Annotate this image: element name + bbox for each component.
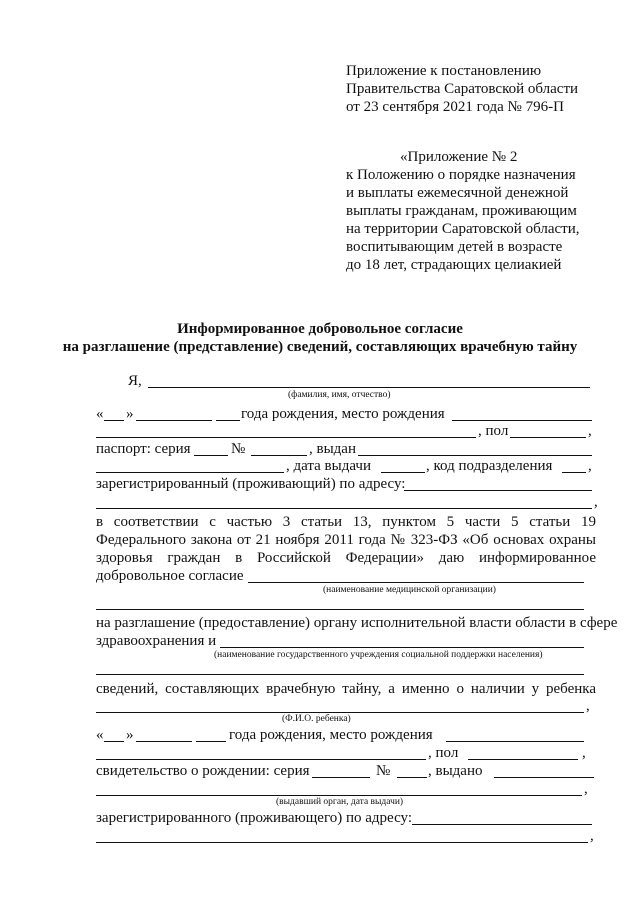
quote-close: » [126,727,134,743]
passport-issuer-continuation-field[interactable] [96,472,284,473]
comma: , [586,698,590,714]
birth-cert-issuer-field[interactable] [494,777,594,778]
regulation-header-line: воспитывающим детей в возрасте [346,239,563,255]
social-institution-continuation-field[interactable] [96,674,584,675]
regulation-header-line: до 18 лет, страдающих целиакией [346,257,562,273]
address-continuation-field[interactable] [96,508,592,509]
passport-number-field[interactable] [251,455,307,456]
issue-date-field[interactable] [381,472,425,473]
child-address-label: зарегистрированного (проживающего) по адресу: [96,810,413,826]
child-birth-month-field[interactable] [136,741,192,742]
regulation-header-line: выплаты гражданам, проживающим [346,203,577,219]
dept-code-label: , код подразделения [426,458,553,474]
document-title: Информированное добровольное согласие [177,321,463,337]
child-address-continuation-field[interactable] [96,842,588,843]
sex-field[interactable] [510,437,586,438]
dept-code-field[interactable] [562,472,586,473]
passport-issuer-field[interactable] [358,455,592,456]
child-name-field[interactable] [96,712,584,713]
comma: , [588,423,592,439]
birth-cert-issuer-continuation-field[interactable] [96,795,582,796]
child-birth-place-field[interactable] [446,741,584,742]
child-name-caption: (Ф.И.О. ребенка) [282,714,351,724]
info-line: сведений, составляющих врачебную тайну, а именно о наличии у ребенка [96,681,596,697]
birth-cert-series-field[interactable] [312,777,370,778]
registered-address-label: зарегистрированный (проживающий) по адресу: [96,476,406,492]
regulation-header-line: «Приложение № 2 [400,149,518,165]
birth-year-field[interactable] [216,420,240,421]
regulation-header-line: на территории Саратовской области, [346,221,580,237]
medical-org-field[interactable] [248,582,584,583]
law-paragraph-line: в соответствии с частью 3 статьи 13, пунктом 5 части 5 статьи 19 [96,514,596,530]
social-institution-field[interactable] [220,647,584,648]
medical-org-caption: (наименование медицинской организации) [323,585,496,595]
comma: , [594,494,598,510]
number-sign: № [231,441,246,457]
passport-series-label: паспорт: серия [96,441,191,457]
quote-close: » [126,406,134,422]
child-birth-day-field[interactable] [104,741,124,742]
issued-by-label: , выдан [309,441,356,457]
regulation-header-line: и выплаты ежемесячной денежной [346,185,569,201]
fio-caption: (фамилия, имя, отчество) [288,390,391,400]
comma: , [588,458,592,474]
child-sex-field[interactable] [468,759,578,760]
birth-place-continuation-field[interactable] [96,437,476,438]
child-birth-year-field[interactable] [196,741,226,742]
child-birth-year-text: года рождения, место рождения [229,727,433,743]
birth-cert-number-field[interactable] [397,777,427,778]
appendix-header-line: Правительства Саратовской области [346,81,579,97]
comma: , [590,828,594,844]
quote-open: « [96,406,104,422]
issued-short-label: , выдано [428,763,483,779]
document-subtitle: на разглашение (представление) сведений, составляющих врачебную тайну [62,339,578,355]
child-address-field[interactable] [412,824,592,825]
regulation-header-line: к Положению о порядке назначения [346,167,576,183]
address-field[interactable] [404,490,592,491]
sex-label: , пол [478,423,509,439]
disclosure-line: здравоохранения и [96,633,217,649]
comma: , [582,745,586,761]
i-label: Я, [128,373,142,389]
comma: , [584,781,588,797]
birth-month-field[interactable] [136,420,212,421]
law-paragraph-line: здоровья граждан в Российской Федерации» даю информированное [96,550,596,566]
issuer-caption: (выдавший орган, дата выдачи) [276,797,404,807]
social-institution-caption: (наименование государственного учреждения социальной поддержки населения) [214,650,543,660]
birth-day-field[interactable] [104,420,124,421]
number-sign: № [376,763,391,779]
appendix-header-line: от 23 сентября 2021 года № 796-П [346,99,564,115]
birth-year-text: года рождения, место рождения [241,406,445,422]
fio-field[interactable] [148,387,590,388]
medical-org-continuation-field[interactable] [96,609,584,610]
birth-place-field[interactable] [452,420,592,421]
birth-cert-label: свидетельство о рождении: серия [96,763,310,779]
quote-open: « [96,727,104,743]
child-sex-label: , пол [428,745,459,761]
child-birth-place-continuation-field[interactable] [96,759,426,760]
appendix-header-line: Приложение к постановлению [346,63,542,79]
issue-date-label: , дата выдачи [286,458,371,474]
law-paragraph-line: Федерального закона от 21 ноября 2011 года № 323-ФЗ «Об основах охраны [96,532,596,548]
passport-series-field[interactable] [194,455,228,456]
law-paragraph-line: добровольное согласие [96,568,244,584]
disclosure-line: на разглашение (предоставление) органу исполнительной власти области в сфере [96,615,618,631]
